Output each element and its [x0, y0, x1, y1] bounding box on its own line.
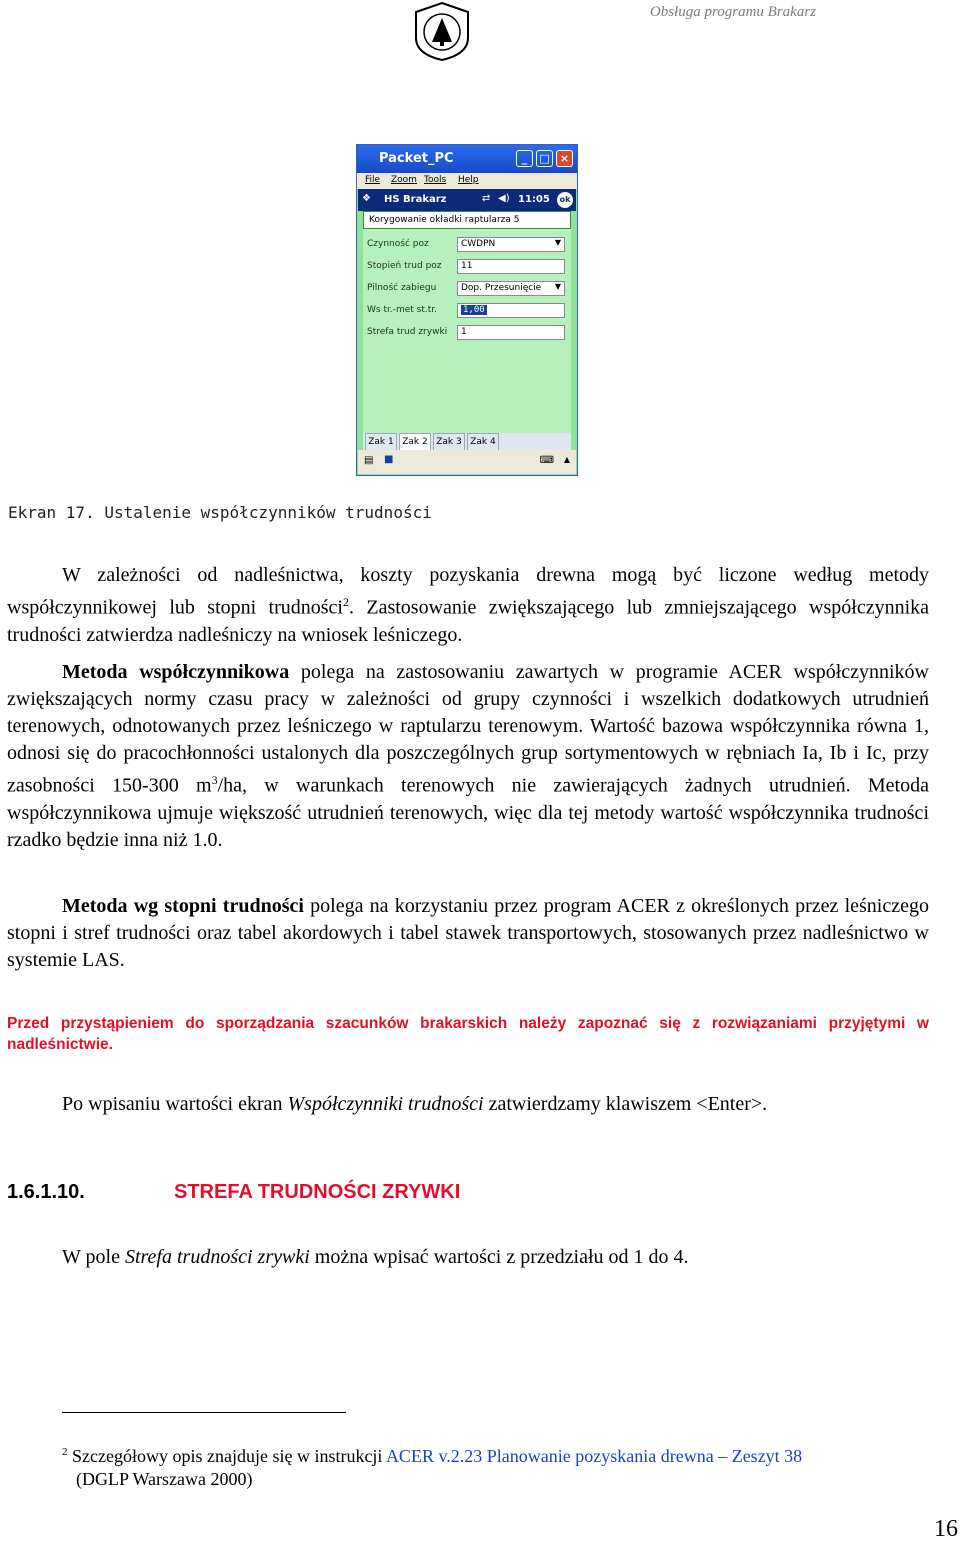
paragraph-1: W zależności od nadleśnictwa, koszty pozyskania drewna mogą być liczone według metody współczynnikowej lub stopni trudności$^2$. Zastosowanie zwiększającego lub zmniejszającego współczynnika trudności zatwierdza nadleśniczy na wniosek leśniczego. [7, 564, 930, 646]
field-label-pilnosc: Pilność zabiegu [367, 283, 437, 293]
footnote: $^2$ Szczegółowy opis znajduje się w instrukcji ACER v.2.23 Planowanie pozyskania drewna – Zeszyt 38 (DGLP Warszawa 2000) [62, 1446, 803, 1489]
clock[interactable]: 11:05 [518, 194, 550, 205]
footnote-ref[interactable]: 2 [343, 595, 349, 609]
warning-note: Przed przystąpieniem do sporządzania szacunków brakarskich należy zapoznać się z rozwiązaniami przyjętymi w nadleśnictwie. [7, 1015, 929, 1053]
tab-strip [363, 433, 571, 451]
stopien-value: 11 [461, 261, 473, 271]
menu-bar [357, 173, 577, 189]
tab-zak-2[interactable]: Zak 2 [399, 433, 431, 451]
pocket-pc-window [356, 144, 578, 476]
pilnosc-value: Dop. Przesunięcie [461, 283, 542, 293]
list-icon[interactable]: ▤ [364, 455, 374, 466]
section-heading [0, 1181, 960, 1207]
window-title: Packet_PC [379, 151, 454, 166]
czynnosc-value: CWDPN [461, 239, 496, 249]
window-titlebar [357, 145, 577, 173]
pilnosc-select[interactable] [457, 281, 565, 296]
connectivity-icon[interactable]: ⇄ [482, 193, 491, 204]
czynnosc-select[interactable] [457, 237, 565, 252]
section-number: 1.6.1.10. [7, 1181, 85, 1203]
tab-zak-3[interactable]: Zak 3 [433, 433, 465, 451]
field-label-czynnosc: Czynność poz [367, 239, 429, 249]
ok-button[interactable]: ok [557, 192, 573, 208]
page-number: 16 [934, 1516, 958, 1542]
footnote-mark: 2 [62, 1446, 68, 1458]
keyboard-icon[interactable]: ⌨ [539, 455, 554, 466]
app-navbar [358, 189, 576, 211]
lasy-panstwowe-logo [408, 0, 476, 62]
menu-tools[interactable]: Tools [424, 175, 447, 185]
app-name: HS Brakarz [384, 194, 447, 205]
strefa-input[interactable] [457, 325, 565, 340]
paragraph-3: Metoda wg stopni trudności polega na korzystaniu przez program ACER z określonych przez leśniczego stopni i stref trudności oraz tabel akordowych i tabel stawek transportowych, stosowanych przez nadleśnictwo w systemie LAS. [7, 895, 929, 971]
chevron-down-icon: ▼ [554, 238, 561, 247]
chevron-down-icon: ▼ [554, 282, 561, 291]
running-header: Obsługa programu Brakarz [649, 4, 816, 20]
windows-flag-icon[interactable]: ❖ [362, 193, 371, 204]
menu-file[interactable]: File [365, 175, 381, 185]
minimize-button[interactable]: _ [516, 150, 533, 167]
save-icon[interactable]: ■ [384, 454, 394, 465]
field-label-strefa: Strefa trud zrywki [367, 327, 448, 337]
paragraph-2: Metoda współczynnikowa polega na zastosowaniu zawartych w programie ACER współczynników zwiększających normy czasu pracy w zależności od grupy czynności i wszelkich dodatkowych utrudnień terenowych, odnotowanych przez leśniczego w raptularzu terenowym. Wartość bazowa współczynnika równa 1, odnosi się do pracochłonności ustalonych dla poszczególnych grup sortymentowych w rębniach Ia, Ib i Ic, przy zasobności 150-300 $m^3/ha$, w warunkach terenowych nie zawierających żadnych utrudnień. Metoda współczynnikowa ujmuje większość utrudnień terenowych, więc dla tej metody wartość współczynnika trudności rzadko będzie inna niż 1.0. [7, 661, 929, 851]
form-area [363, 229, 571, 433]
volume-icon[interactable]: ◀) [498, 193, 510, 204]
section-title: STREFA TRUDNOŚCI ZRYWKI [174, 1181, 461, 1203]
figure-caption: Ekran 17. Ustalenie współczynników trudności [8, 503, 432, 522]
footnote-divider [62, 1412, 346, 1413]
field-label-wspolczynnik: Ws tr.-met st.tr. [367, 305, 437, 315]
paragraph-4: Po wpisaniu wartości ekran Współczynniki trudności zatwierdzamy klawiszem <Enter>. [62, 1093, 768, 1115]
footnote-link[interactable]: ACER v.2.23 Planowanie pozyskania drewna – Zeszyt 38 [385, 1446, 803, 1466]
bottom-toolbar [358, 450, 576, 474]
wspolczynnik-value: 1,00 [463, 305, 485, 315]
strefa-value: 1 [461, 327, 467, 337]
tab-zak-4[interactable]: Zak 4 [467, 433, 499, 451]
stopien-input[interactable] [457, 259, 565, 274]
paragraph-5: W pole Strefa trudności zrywki można wpisać wartości z przedziału od 1 do 4. [62, 1246, 689, 1268]
field-label-stopien: Stopień trud poz [367, 261, 442, 271]
maximize-button[interactable]: □ [536, 150, 553, 167]
form-title: Korygowanie okładki raptularza 5 [363, 211, 571, 229]
tab-zak-1[interactable]: Zak 1 [365, 433, 397, 451]
close-button[interactable]: × [556, 150, 573, 167]
chevron-up-icon[interactable]: ▲ [563, 455, 570, 464]
wspolczynnik-input[interactable] [457, 303, 565, 318]
menu-zoom[interactable]: Zoom [391, 175, 417, 185]
menu-help[interactable]: Help [458, 175, 479, 185]
